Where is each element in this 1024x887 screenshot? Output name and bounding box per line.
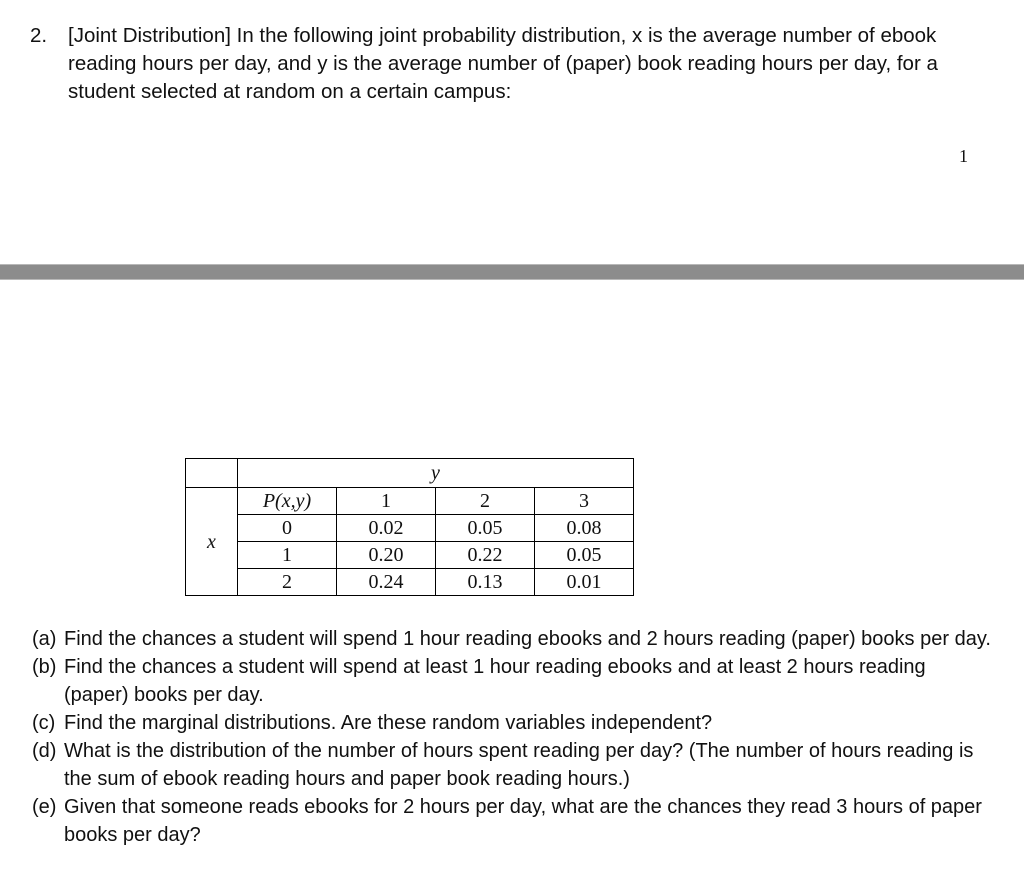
question-text: Given that someone reads ebooks for 2 hours per day, what are the chances they read 3 hours of paper books per day? [64,796,982,846]
y-variable-header [238,459,634,488]
table-row [186,515,634,542]
page-1 [0,0,1024,264]
probability-cell: 0.05 [436,515,535,542]
question-label: (a) [32,628,57,650]
probability-cell: 0.08 [535,515,634,542]
probability-cell: 0.05 [535,542,634,569]
table-row [186,569,634,596]
x-variable-header [186,488,238,596]
problem-text: [Joint Distribution] In the following joint probability distribution, x is the average number of ebook reading hours per day, and y is the average number of (paper) book reading hours per day, for a student selected at random on a certain campus: [68,24,938,103]
probability-label: P(x,y) [238,488,337,515]
page-number: 1 [959,146,968,166]
x-value: 1 [238,542,337,569]
table-corner-cell [186,459,238,488]
problem-number: 2. [30,24,48,47]
joint-distribution-table [185,458,634,596]
table-row [186,542,634,569]
question-e [32,793,992,849]
y-variable-label: y [431,462,440,484]
x-variable-label: x [207,530,216,553]
probability-cell: 0.22 [436,542,535,569]
question-b [32,653,992,709]
y-value-header: 2 [436,488,535,515]
page-divider [0,264,1024,280]
question-label: (e) [32,796,57,818]
y-value-header: 3 [535,488,634,515]
question-text: Find the marginal distributions. Are these random variables independent? [64,712,713,734]
x-value: 0 [238,515,337,542]
question-label: (b) [32,656,57,678]
probability-cell: 0.01 [535,569,634,596]
question-d [32,737,992,793]
problem-statement [30,22,998,106]
x-value: 2 [238,569,337,596]
question-c [32,709,992,737]
probability-cell: 0.13 [436,569,535,596]
y-value-header: 1 [337,488,436,515]
question-text: What is the distribution of the number of hours spent reading per day? (The number of hours reading is the sum of ebook reading hours and paper book reading hours.) [64,740,974,790]
question-a [32,625,992,653]
probability-cell: 0.02 [337,515,436,542]
probability-cell: 0.20 [337,542,436,569]
question-text: Find the chances a student will spend at least 1 hour reading ebooks and at least 2 hours reading (paper) books per day. [64,656,926,706]
question-list [32,625,992,849]
question-label: (d) [32,740,57,762]
probability-cell: 0.24 [337,569,436,596]
question-text: Find the chances a student will spend 1 hour reading ebooks and 2 hours reading (paper) books per day. [64,628,991,650]
question-label: (c) [32,712,56,734]
